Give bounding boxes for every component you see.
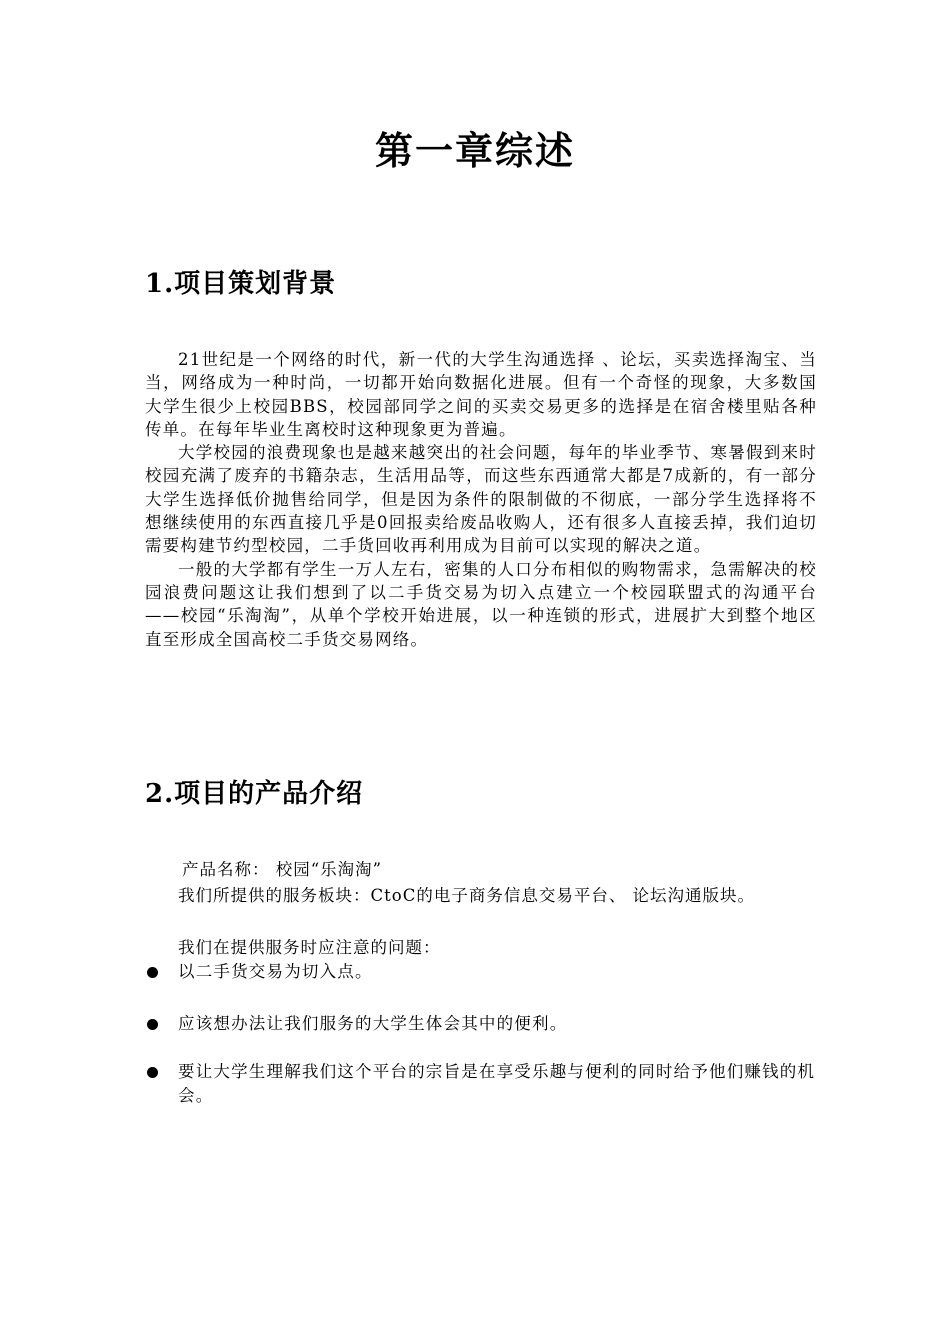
product-services: 我们所提供的服务板块：CtoC的电子商务信息交易平台、 论坛沟通版块。	[178, 886, 756, 905]
bullet-icon	[147, 967, 158, 978]
list-item	[145, 960, 817, 984]
list-item-text: 应该想办法让我们服务的大学生体会其中的便利。	[178, 1014, 568, 1033]
bullet-icon	[147, 1067, 158, 1078]
section-heading-product: 2.项目的产品介绍	[145, 779, 364, 809]
bullet-icon	[147, 1019, 158, 1030]
list-item	[145, 1060, 817, 1108]
list-item-text: 以二手货交易为切入点。	[178, 962, 373, 981]
section-heading-background: 1.项目策划背景	[145, 269, 337, 299]
product-name: 产品名称： 校园“乐淘淘”	[182, 860, 383, 879]
notice-intro: 我们在提供服务时应注意的问题：	[178, 938, 441, 957]
list-item	[145, 1012, 817, 1036]
paragraph: 大学校园的浪费现象也是越来越突出的社会问题，每年的毕业季节、寒暑假到来时校园充满了废弃的书籍杂志，生活用品等，而这些东西通常大都是7成新的，有一部分大学生选择低价抛售给同学，但是因为条件的限制做的不彻底，一部分学生选择将不想继续使用的东西直接几乎是0回报卖给废品收购人，还有很多人直接丢掉，我们迫切需要构建节约型校园，二手货回收再利用成为目前可以实现的解决之道。	[145, 443, 817, 556]
paragraph: 一般的大学都有学生一万人左右，密集的人口分布相似的购物需求，急需解决的校园浪费问题这让我们想到了以二手货交易为切入点建立一个校园联盟式的沟通平台——校园“乐淘淘”，从单个学校开始进展，以一种连锁的形式，进展扩大到整个地区直至形成全国高校二手货交易网络。	[145, 559, 817, 649]
list-item-text: 要让大学生理解我们这个平台的宗旨是在享受乐趣与便利的同时给予他们赚钱的机会。	[178, 1062, 816, 1105]
chapter-title: 第一章综述	[374, 128, 575, 173]
background-text	[145, 348, 817, 651]
paragraph: 21世纪是一个网络的时代，新一代的大学生沟通选择 、论坛，买卖选择淘宝、当当，网络成为一种时尚，一切都开始向数据化进展。但有一个奇怪的现象，大多数国大学生很少上校园BBS，校园部同学之间的买卖交易更多的选择是在宿舍楼里贴各种传单。在每年毕业生离校时这种现象更为普遍。	[145, 350, 817, 439]
